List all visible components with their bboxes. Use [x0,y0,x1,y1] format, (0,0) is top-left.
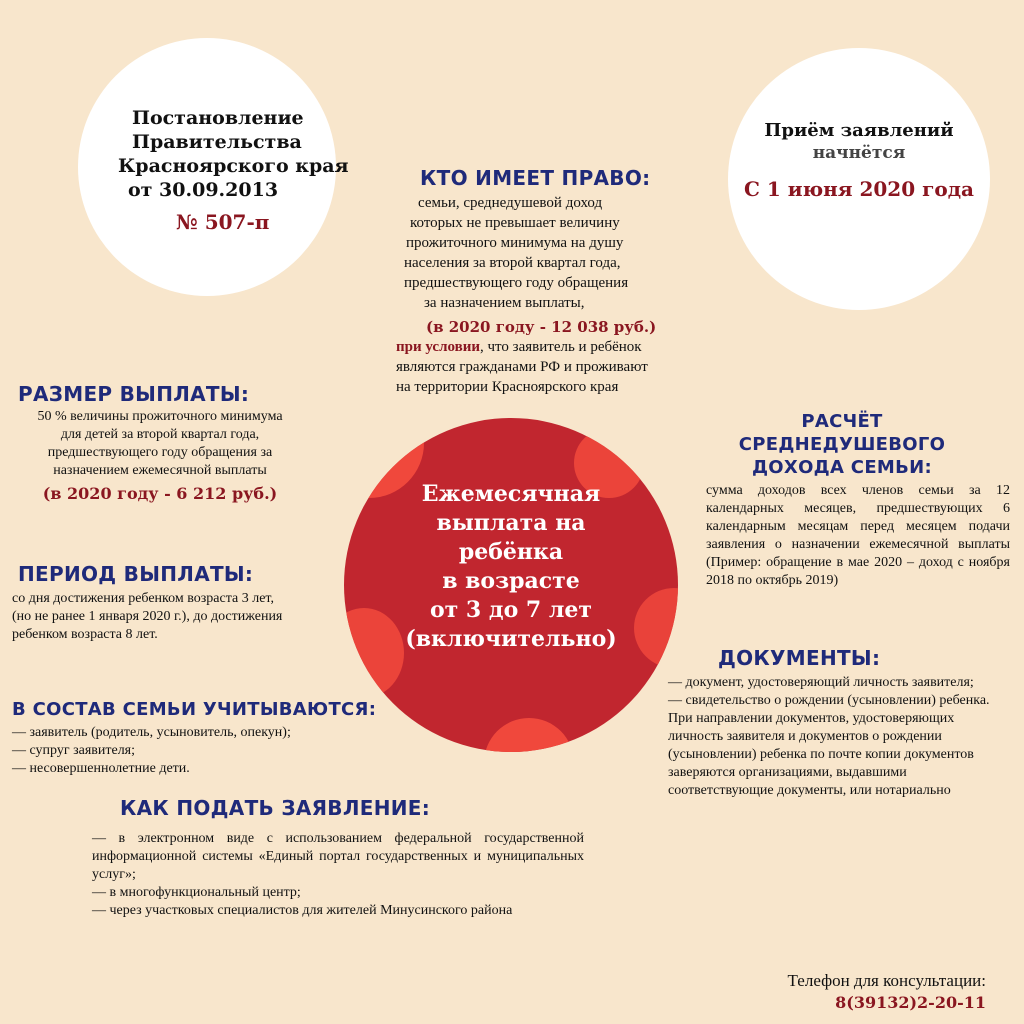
calc-text: сумма доходов всех членов семьи за 12 календарных месяцев, предшествующих 6 календарным месяцам перед месяцем подачи заявления о назначении ежемесячной выплаты (Пример: обращение в мае 2020 – доход с ноября 2018 по октябрь 2019) [706,483,1010,588]
center-line: Ежемесячная [421,481,601,507]
family-line: — заявитель (родитель, усыновитель, опекун); [12,725,291,740]
family-line: — супруг заявителя; [12,743,136,758]
docs-item1: — документ, удостоверяющий личность заявителя; [668,675,974,690]
phone-block [690,970,986,1014]
decree-text [100,106,349,234]
calc-title-line: РАСЧЁТ [801,411,883,432]
center-line: ребёнка [458,539,564,565]
start-date: С 1 июня 2020 года [744,177,974,201]
apply-text [92,830,584,920]
who-highlight: (в 2020 году - 12 038 руб.) [426,318,657,336]
who-line: на территории Красноярского края [396,379,619,395]
period-line: (но не ранее 1 января 2020 г.), до достижения [12,609,283,624]
who-condition [396,337,726,357]
calc-title [712,410,972,479]
center-text [344,480,678,654]
who-line: за назначением выплаты, [424,295,585,311]
period-line: со дня достижения ребенком возраста 3 лет, [12,591,274,606]
size-line: 50 % величины прожиточного минимума [37,409,283,424]
decree-line: от 30.09.2013 [128,179,279,201]
size-title: РАЗМЕР ВЫПЛАТЫ: [18,382,250,406]
who-line: которых не превышает величину [410,215,620,231]
center-line: от 3 до 7 лет [429,597,593,623]
phone-number: 8(39132)2-20-11 [835,993,986,1012]
apply-line: — через участковых специалистов для жителей Минусинского района [92,903,513,918]
calc-title-line: ДОХОДА СЕМЬИ: [751,457,933,478]
docs-item2: — свидетельство о рождении (усыновлении) ребенка. [668,693,990,708]
apply-para: — в электронном виде с использованием федеральной государственной информационной системы «Единый портал государственных и муниципальных услуг»; [92,831,584,882]
start-line2: начнётся [812,143,906,163]
phone-label: Телефон для консультации: [787,971,986,990]
who-text [396,193,726,397]
who-line: предшествующего году обращения [404,275,629,291]
docs-title: ДОКУМЕНТЫ: [718,646,881,670]
center-line: (включительно) [405,626,617,652]
start-line1: Приём заявлений [764,120,954,141]
period-title: ПЕРИОД ВЫПЛАТЫ: [18,562,254,586]
period-line: ребенком возраста 8 лет. [12,627,158,642]
who-title: КТО ИМЕЕТ ПРАВО: [420,166,651,190]
decree-line: Правительства [132,131,302,153]
apply-line: — в многофункциональный центр; [92,885,301,900]
size-text [10,408,310,506]
decree-line: Красноярского края [118,155,349,177]
who-line: населения за второй квартал года, [404,255,621,271]
decor-blob [484,718,574,752]
size-line: предшествующего году обращения за [47,445,273,460]
docs-note: При направлении документов, удостоверяющих личность заявителя и документов о рождении (усыновлении) ребенка по почте копии документов заверяются организациями, выдавшими соответствующие документы, или нотариально [668,711,974,798]
who-line: являются гражданами РФ и проживают [396,359,648,375]
family-text [12,724,352,778]
who-line: семьи, среднедушевой доход [418,195,603,211]
size-line: назначением ежемесячной выплаты [53,463,267,478]
calc-title-line: СРЕДНЕДУШЕВОГО [738,434,946,455]
who-condition-bold: при условии [396,339,481,355]
center-line: выплата на [436,510,586,536]
decree-number: № 507-п [176,210,270,234]
size-line: для детей за второй квартал года, [60,427,260,442]
start-date-text [728,120,990,202]
family-line: — несовершеннолетние дети. [12,761,190,776]
docs-text [668,674,1008,800]
center-line: в возрасте [442,568,580,594]
family-title: В СОСТАВ СЕМЬИ УЧИТЫВАЮТСЯ: [12,699,377,720]
center-circle [344,418,678,752]
size-highlight: (в 2020 году - 6 212 руб.) [42,484,278,503]
period-text [12,590,342,644]
who-condition-rest: , что заявитель и ребёнок [480,339,642,355]
decree-line: Постановление [132,107,304,129]
apply-title: КАК ПОДАТЬ ЗАЯВЛЕНИЕ: [120,796,431,820]
who-line: прожиточного минимума на душу [406,235,624,251]
